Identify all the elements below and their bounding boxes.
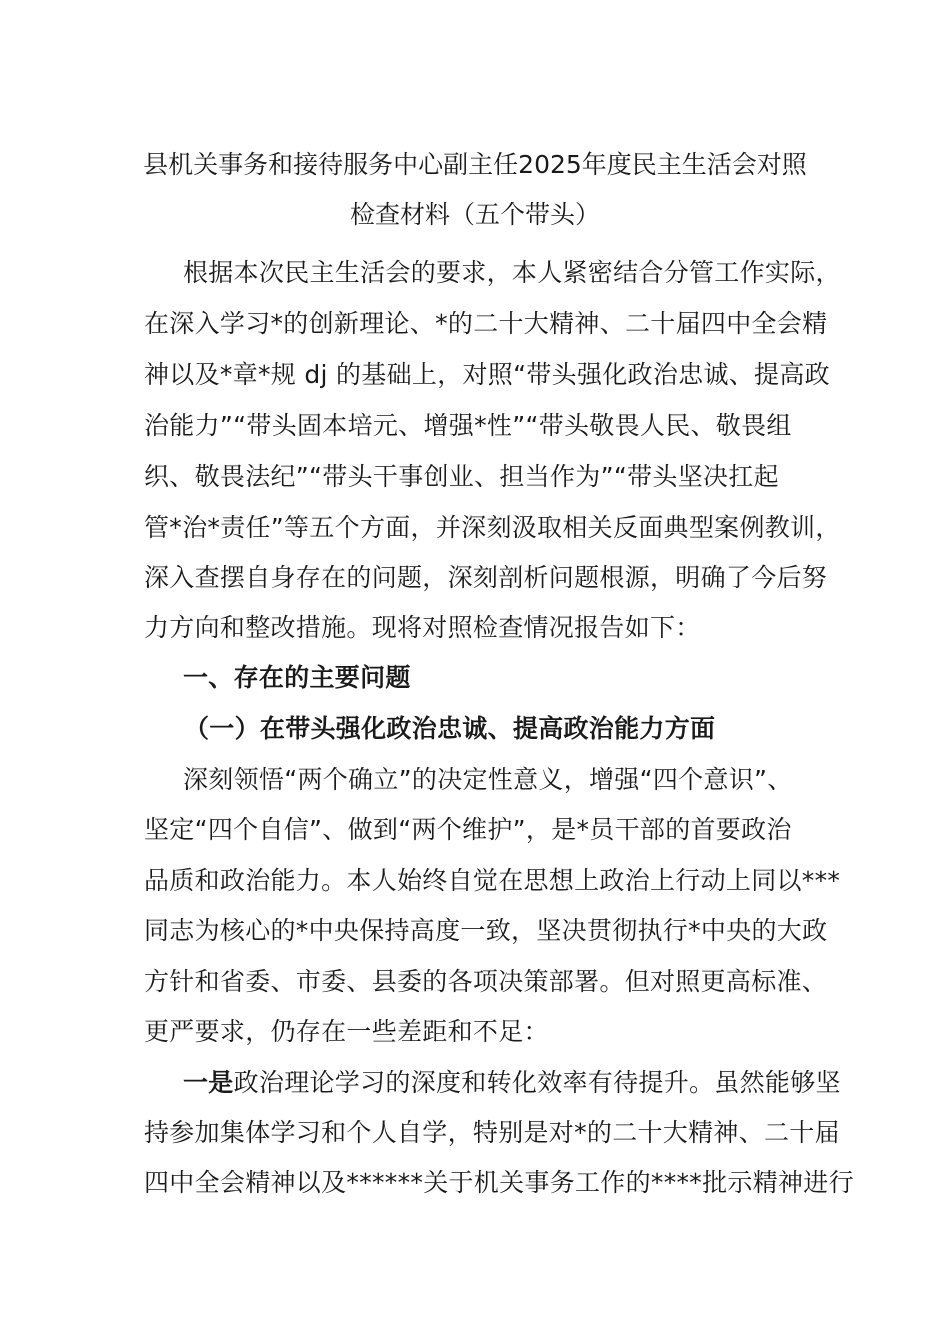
intro-line: 神以及*章*规 dj 的基础上，对照“带头强化政治忠诚、提高政	[144, 360, 830, 389]
body-line: 坚定“四个自信”、做到“两个维护”，是*员干部的首要政治	[144, 815, 792, 844]
intro-line: 治能力”“带头固本培元、增强*性”“带头敬畏人民、敬畏组	[144, 411, 792, 440]
body-line: 方针和省委、市委、县委的各项决策部署。但对照更高标准、	[144, 967, 828, 996]
intro-line: 在深入学习*的创新理论、*的二十大精神、二十届四中全会精	[144, 309, 828, 338]
subsection-heading: （一）在带头强化政治忠诚、提高政治能力方面	[184, 714, 716, 743]
intro-line: 深入查摆自身存在的问题，深刻剖析问题根源，明确了今后努	[144, 563, 828, 592]
section-heading: 一、存在的主要问题	[183, 663, 411, 692]
intro-line: 管*治*责任”等五个方面，并深刻汲取相关反面典型案例教训，	[144, 513, 841, 542]
body-line: 同志为核心的*中央保持高度一致，坚决贯彻执行*中央的大政	[144, 916, 828, 945]
point-text: 政治理论学习的深度和转化效率有待提升。虽然能够坚	[233, 1068, 841, 1097]
body-line: 更严要求，仍存在一些差距和不足：	[144, 1017, 549, 1046]
point-label: 一是	[183, 1068, 234, 1097]
body-line: 四中全会精神以及******关于机关事务工作的****批示精神进行	[144, 1168, 854, 1197]
body-line: 深刻领悟“两个确立”的决定性意义，增强“四个意识”、	[183, 765, 793, 794]
intro-line: 力方向和整改措施。现将对照检查情况报告如下：	[144, 613, 701, 642]
body-line: 持参加集体学习和个人自学，特别是对*的二十大精神、二十届	[144, 1118, 840, 1147]
document-title-line-2: 检查材料（五个带头）	[349, 200, 600, 229]
point-line	[183, 1058, 841, 1108]
body-line: 品质和政治能力。本人始终自觉在思想上政治上行动上同以***	[144, 866, 841, 895]
intro-line: 织、敬畏法纪”“带头干事创业、担当作为”“带头坚决扛起	[144, 462, 779, 491]
document-title-line-1: 县机关事务和接待服务中心副主任2025年度民主生活会对照	[143, 150, 807, 179]
intro-line: 根据本次民主生活会的要求，本人紧密结合分管工作实际，	[183, 258, 841, 287]
